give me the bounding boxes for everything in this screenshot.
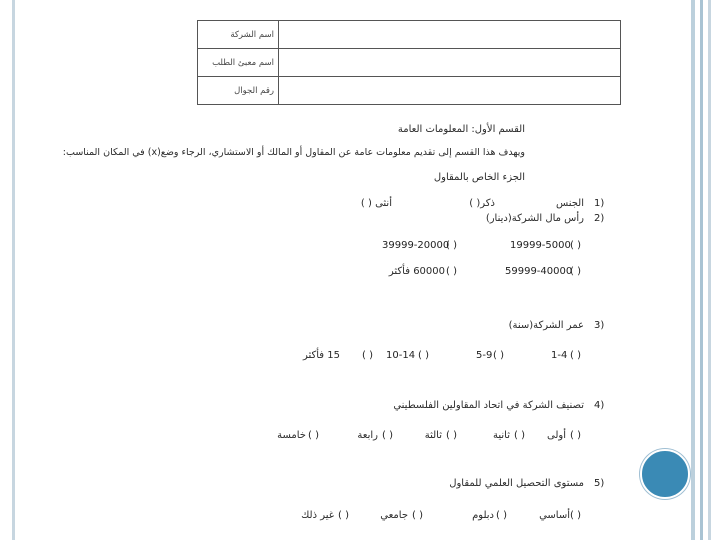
q2-label: رأس مال الشركة(دينار) [485, 213, 584, 224]
q2-paren-3[interactable]: ( ) [570, 266, 581, 277]
q1-option-male[interactable]: ذكر( ) [469, 198, 495, 209]
q2-option-3: 59999-40000 [505, 266, 573, 277]
q5-paren-2[interactable]: ( ) [496, 510, 507, 521]
q4-option-1: أولى [547, 430, 566, 441]
q4-label: تصنيف الشركة في اتحاد المقاولين الفلسطيني [393, 400, 584, 411]
q3-paren-4[interactable]: ( ) [362, 350, 373, 361]
section-intro: ويهدف هذا القسم إلى تقديم معلومات عامة عن المقاول أو المالك أو الاستشاري، الرجاء وضع(x) في المكان المناسب: [62, 147, 525, 158]
q4-paren-1[interactable]: ( ) [570, 430, 581, 441]
q3-number: 3) [594, 320, 605, 331]
table-row [198, 21, 621, 49]
q4-option-3: ثالثة [424, 430, 442, 441]
q1-option-female[interactable]: أنثى ( ) [360, 198, 392, 209]
q4-number: 4) [594, 400, 605, 411]
q3-option-3: 10-14 [386, 350, 416, 361]
section-title: القسم الأول: المعلومات العامة [397, 124, 525, 135]
contractor-part-label: الجزء الخاص بالمقاول [433, 172, 525, 183]
q4-option-4: رابعة [357, 430, 378, 441]
right-border-line-3 [708, 0, 711, 540]
q3-paren-1[interactable]: ( ) [570, 350, 581, 361]
q4-option-2: ثانية [493, 430, 510, 441]
q4-paren-2[interactable]: ( ) [514, 430, 525, 441]
table-row [198, 49, 621, 77]
q2-option-1: 19999-5000 [510, 240, 571, 251]
right-border-line-2 [700, 0, 703, 540]
q4-option-5: خامسة [277, 430, 306, 441]
q5-option-2: دبلوم [472, 510, 494, 521]
q5-option-3: جامعي [380, 510, 408, 521]
q5-number: 5) [594, 478, 605, 489]
company-info-table [197, 20, 621, 105]
filler-name-field[interactable] [279, 49, 621, 77]
q2-paren-1[interactable]: ( ) [570, 240, 581, 251]
q3-paren-3[interactable]: ( ) [418, 350, 429, 361]
q5-paren-3[interactable]: ( ) [412, 510, 423, 521]
q5-option-4: غير ذلك [301, 510, 334, 521]
q4-paren-5[interactable]: ( ) [308, 430, 319, 441]
q4-paren-3[interactable]: ( ) [446, 430, 457, 441]
right-border-line-1 [691, 0, 695, 540]
q2-number: 2) [594, 213, 605, 224]
q5-option-1: أساسي [539, 510, 570, 521]
mobile-label: رقم الجوال [198, 77, 279, 105]
q2-paren-4[interactable]: ( ) [446, 266, 457, 277]
q2-option-2: 39999-20000 [382, 240, 450, 251]
q5-paren-4[interactable]: ( ) [338, 510, 349, 521]
q1-label: الجنس [555, 198, 584, 209]
q3-paren-2[interactable]: ( ) [493, 350, 504, 361]
q3-label: عمر الشركة(سنة) [508, 320, 584, 331]
q3-option-4: 15 فأكثر [302, 350, 340, 361]
filler-name-label: اسم معبئ الطلب [198, 49, 279, 77]
q5-label: مستوى التحصيل العلمي للمقاول [449, 478, 584, 489]
q5-paren-1[interactable]: ( ) [570, 510, 581, 521]
q3-option-1: 1-4 [551, 350, 568, 361]
left-border-line [12, 0, 15, 540]
table-row [198, 77, 621, 105]
q4-paren-4[interactable]: ( ) [382, 430, 393, 441]
q1-number: 1) [594, 198, 605, 209]
q3-option-2: 5-9 [476, 350, 493, 361]
q2-option-4: 60000 فأكثر [388, 266, 445, 277]
company-name-label: اسم الشركة [198, 21, 279, 49]
mobile-field[interactable] [279, 77, 621, 105]
q2-paren-2[interactable]: ( ) [446, 240, 457, 251]
company-name-field[interactable] [279, 21, 621, 49]
decorative-circle [640, 449, 690, 499]
